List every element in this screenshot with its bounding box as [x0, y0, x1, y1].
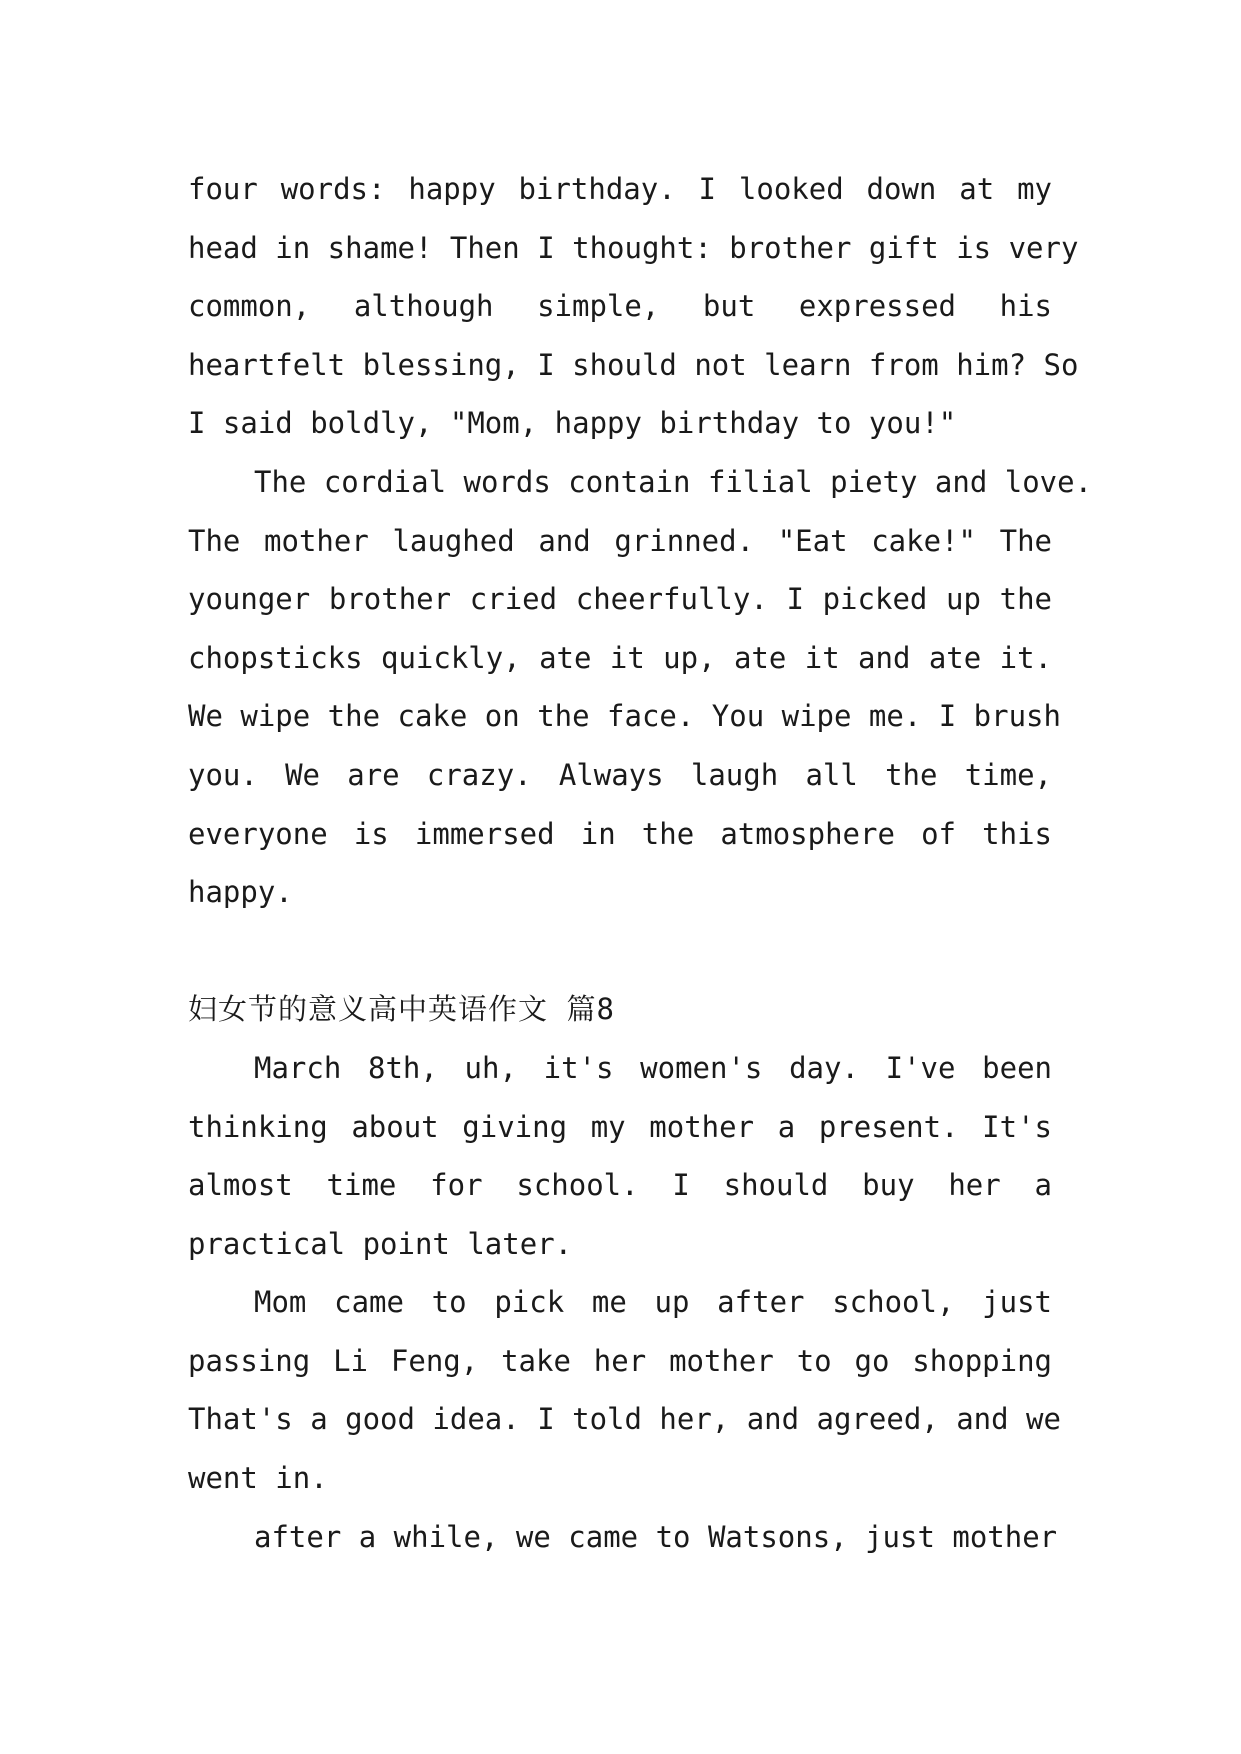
text-line: younger brother cried cheerfully. I picked up the — [188, 582, 1052, 617]
text-line: The cordial words contain filial piety and love. — [254, 464, 1093, 499]
paragraph-1 — [188, 160, 1079, 453]
text-line: after a while, we came to Watsons, just mother — [254, 1519, 1058, 1554]
text-line: We wipe the cake on the face. You wipe me. I brush — [188, 699, 1061, 734]
text-line: That's a good idea. I told her, and agreed, and we — [188, 1402, 1061, 1437]
paragraph-4 — [188, 1273, 1061, 1507]
text-line: four words: happy birthday. I looked down at my — [188, 172, 1052, 206]
text-line: practical point later. — [188, 1226, 573, 1261]
text-line: head in shame! Then I thought: brother gift is very — [188, 230, 1079, 265]
text-line: thinking about giving my mother a present. It's — [188, 1109, 1052, 1144]
paragraph-5 — [188, 1508, 1058, 1567]
text-line: everyone is immersed in the atmosphere of this — [188, 816, 1052, 851]
text-line: Mom came to pick me up after school, just — [254, 1285, 1052, 1320]
text-line: heartfelt blessing, I should not learn from him? So — [188, 347, 1079, 382]
text-line: almost time for school. I should buy her a — [188, 1168, 1052, 1203]
text-line: chopsticks quickly, ate it up, ate it and ate it. — [188, 640, 1052, 675]
text-line: common, although simple, but expressed his — [188, 289, 1052, 324]
text-line: you. We are crazy. Always laugh all the time, — [188, 757, 1052, 792]
paragraph-3 — [188, 1039, 1052, 1273]
text-line: March 8th, uh, it's women's day. I've been — [254, 1050, 1052, 1085]
text-line: went in. — [188, 1461, 328, 1496]
text-line: happy. — [188, 875, 293, 910]
section-spacer — [188, 922, 1052, 981]
text-line: I said boldly, "Mom, happy birthday to you!" — [188, 406, 957, 441]
section-heading: 妇女节的意义高中英语作文 篇8 — [188, 992, 615, 1027]
text-line: The mother laughed and grinned. "Eat cake!" The — [188, 523, 1052, 558]
text-line: passing Li Feng, take her mother to go shopping — [188, 1343, 1052, 1378]
paragraph-2 — [188, 453, 1093, 922]
document-page — [188, 160, 1093, 1566]
